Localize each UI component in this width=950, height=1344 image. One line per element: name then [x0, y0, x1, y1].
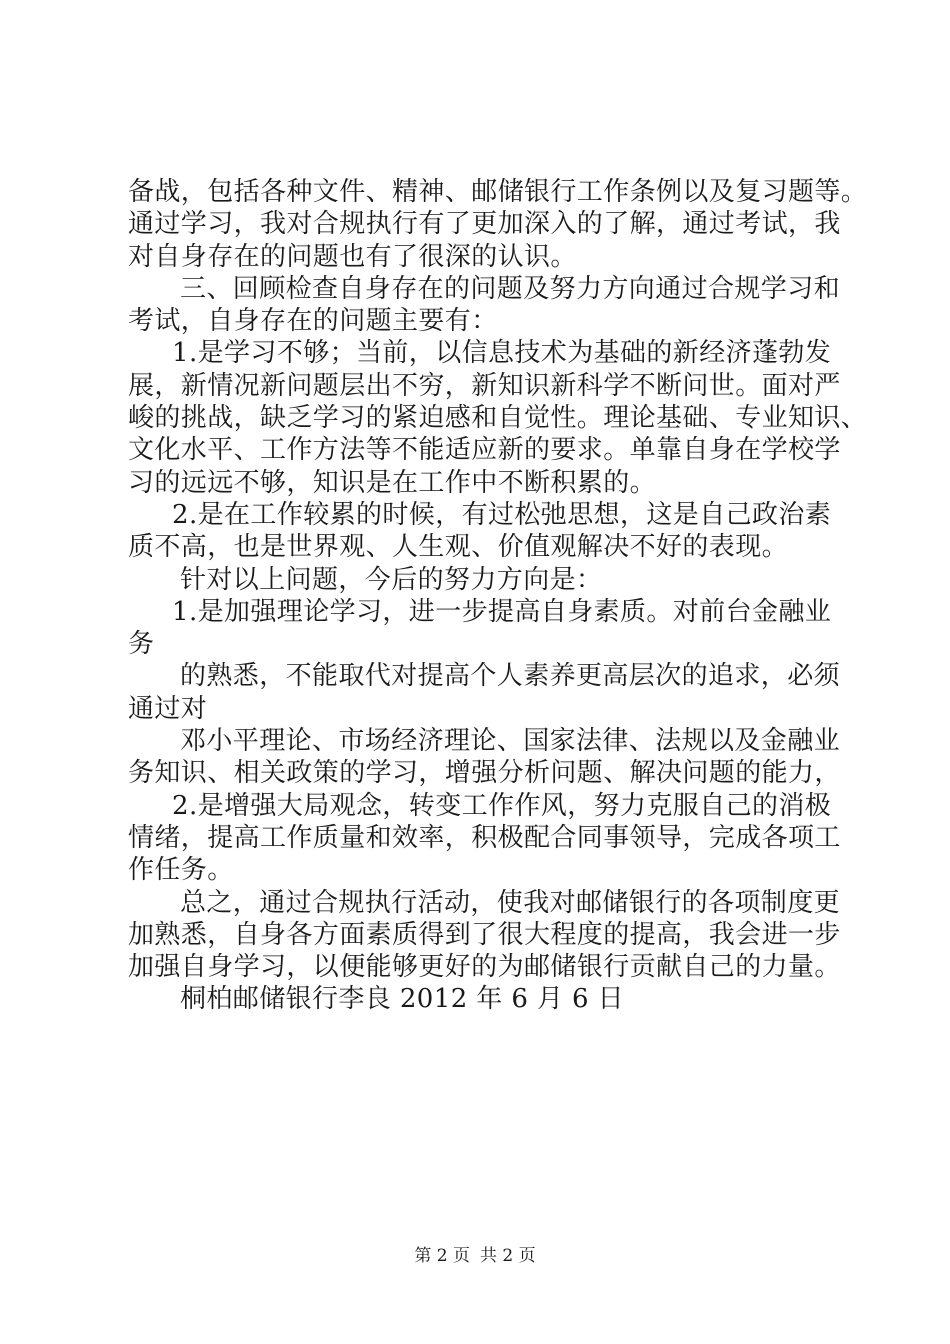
text-line: 备战，包括各种文件、精神、邮储银行工作条例以及复习题等。 [128, 177, 868, 207]
text-line: 的熟悉，不能取代对提高个人素养更高层次的追求，必须 [180, 661, 841, 692]
page-footer [0, 1245, 950, 1267]
text-line: 邓小平理论、市场经济理论、国家法律、法规以及金融业 [180, 726, 841, 757]
text-line: 展，新情况新问题层出不穷，新知识新科学不断问世。面对严 [128, 370, 841, 401]
text-line: 加强自身学习，以便能够更好的为邮储银行贡献自己的力量。 [128, 952, 841, 983]
text-line: 总之，通过合规执行活动，使我对邮储银行的各项制度更 [180, 887, 841, 918]
text-line: 针对以上问题，今后的努力方向是： [180, 564, 603, 595]
text-line: 1.是学习不够；当前，以信息技术为基础的新经济蓬勃发 [172, 338, 832, 369]
text-line: 加熟悉，自身各方面素质得到了很大程度的提高，我会进一步 [128, 919, 841, 950]
text-line: 2.是增强大局观念，转变工作作风，努力克服自己的消极 [172, 790, 832, 821]
text-line: 务 [128, 629, 155, 660]
text-line: 对自身存在的问题也有了很深的认识。 [128, 241, 577, 272]
text-line: 作任务。 [128, 855, 234, 886]
text-line: 三、回顾检查自身存在的问题及努力方向通过合规学习和 [180, 273, 841, 304]
text-line: 习的远远不够，知识是在工作中不断积累的。 [128, 467, 657, 498]
text-line: 峻的挑战，缺乏学习的紧迫感和自觉性。理论基础、专业知识、 [128, 403, 868, 434]
text-line: 通过对 [128, 693, 208, 724]
text-line: 通过学习，我对合规执行有了更加深入的了解，通过考试，我 [128, 209, 841, 240]
text-line: 务知识、相关政策的学习，增强分析问题、解决问题的能力， [128, 758, 841, 789]
text-line: 桐柏邮储银行李良 2012 年 6 月 6 日 [180, 984, 625, 1015]
page-number-current: 第 2 页 [414, 1246, 470, 1266]
text-line: 考试，自身存在的问题主要有： [128, 306, 498, 337]
text-line: 质不高，也是世界观、人生观、价值观解决不好的表现。 [128, 532, 789, 563]
text-line: 情绪，提高工作质量和效率，积极配合同事领导，完成各项工 [128, 822, 841, 853]
text-line: 1.是加强理论学习，进一步提高自身素质。对前台金融业 [172, 596, 832, 627]
document-body [128, 176, 868, 1016]
page-number-total: 共 2 页 [480, 1246, 536, 1266]
text-line: 文化水平、工作方法等不能适应新的要求。单靠自身在学校学 [128, 435, 841, 466]
text-line: 2.是在工作较累的时候，有过松弛思想，这是自己政治素 [172, 499, 832, 530]
